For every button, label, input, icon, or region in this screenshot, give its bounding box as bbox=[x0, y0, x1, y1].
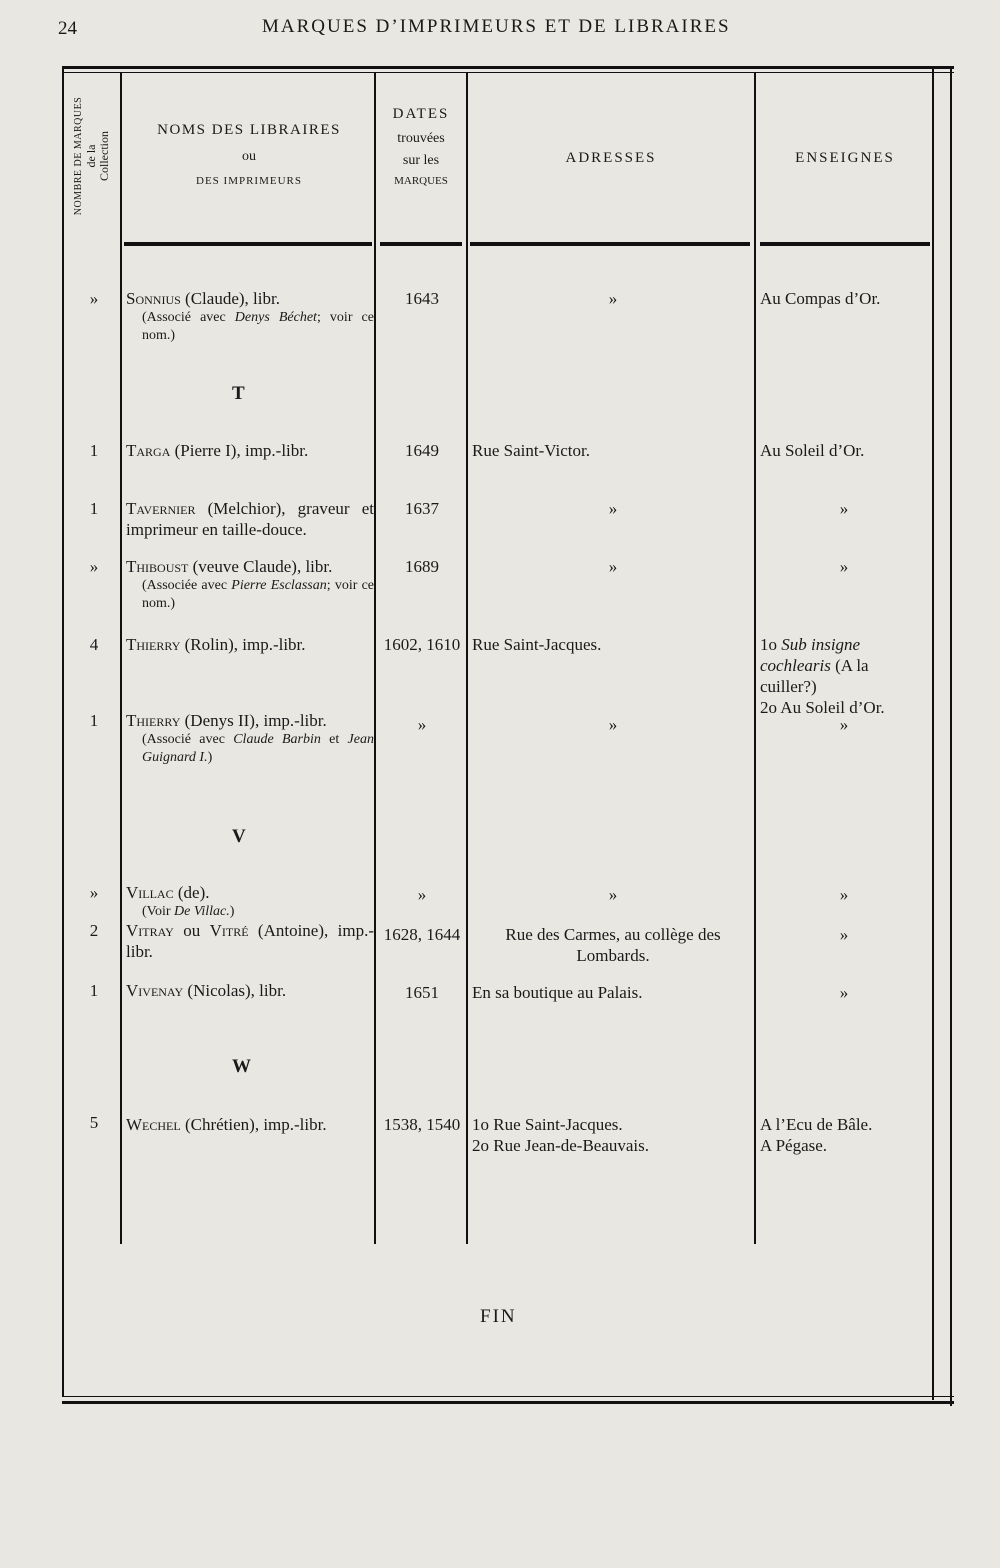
entry-sign: » bbox=[839, 925, 849, 944]
entry-dates: 1637 bbox=[405, 499, 439, 518]
entry-name-rest: (Nicolas), libr. bbox=[183, 981, 287, 1000]
entry-count: 2 bbox=[89, 921, 99, 940]
entry-address: » bbox=[608, 885, 618, 904]
section-letter-w: W bbox=[232, 1056, 251, 1077]
entry-dates: 1538, 1540 bbox=[383, 1115, 461, 1134]
entry-sign: » bbox=[839, 715, 849, 734]
frame-right-rule bbox=[932, 66, 934, 1400]
header-rule bbox=[380, 242, 462, 246]
note-text: ; voir ce nom.) bbox=[142, 310, 374, 343]
entry-name-rest: (veuve Claude), libr. bbox=[188, 557, 333, 576]
entry-surname: Sonnius bbox=[126, 289, 181, 308]
entry-name bbox=[126, 882, 374, 921]
section-letter-t: T bbox=[232, 383, 245, 404]
entry-surname: Tavernier bbox=[126, 499, 196, 518]
frame-top-rule bbox=[62, 66, 954, 69]
frame-right-rule-outer bbox=[950, 66, 952, 1406]
entry-name-rest: (Rolin), imp.-libr. bbox=[180, 635, 306, 654]
entry-count: » bbox=[89, 289, 99, 308]
entry-count: 1 bbox=[89, 441, 99, 460]
entry-surname: Thierry bbox=[126, 711, 181, 730]
entry-count: 5 bbox=[89, 1113, 99, 1132]
header-rule bbox=[470, 242, 750, 246]
entry-count: 1 bbox=[89, 499, 99, 518]
entry-name-rest: (Claude), libr. bbox=[180, 289, 280, 308]
entry-surname: Wechel bbox=[126, 1115, 181, 1134]
end-marker: FIN bbox=[480, 1306, 517, 1327]
sign-italic: Sub insigne cochlearis bbox=[760, 635, 861, 675]
entry-sign: » bbox=[839, 885, 849, 904]
entry-name-rest: (de). bbox=[173, 883, 210, 902]
entry-sign-line2: A Pégase. bbox=[760, 1136, 828, 1155]
header-count bbox=[72, 78, 111, 234]
note-text: et bbox=[320, 732, 348, 747]
entry-dates: 1628, 1644 bbox=[383, 925, 461, 944]
entry-address bbox=[472, 1114, 754, 1156]
header-addresses: ADRESSES bbox=[565, 150, 657, 166]
note-text: (Associé avec bbox=[142, 732, 234, 747]
entry-name-rest: (Chrétien), imp.-libr. bbox=[180, 1115, 327, 1134]
entry-surname-alt: Vitré bbox=[209, 921, 249, 940]
running-title: MARQUES D’IMPRIMEURS ET DE LIBRAIRES bbox=[262, 16, 731, 37]
entry-sign: Au Compas d’Or. bbox=[760, 289, 881, 308]
entry-count: » bbox=[89, 557, 99, 576]
note-text: ) bbox=[229, 904, 235, 919]
entry-address: » bbox=[608, 499, 618, 518]
note-italic: Denys Béchet bbox=[234, 310, 317, 325]
entry-address: » bbox=[608, 289, 618, 308]
note-italic: Jean Guignard I. bbox=[142, 732, 374, 765]
entry-sign: » bbox=[839, 499, 849, 518]
entry-name bbox=[126, 980, 374, 1001]
entry-surname: Targa bbox=[126, 441, 171, 460]
header-rule bbox=[124, 242, 372, 246]
sign-text: 1o bbox=[760, 635, 782, 654]
entry-address: » bbox=[608, 557, 618, 576]
note-text: ; voir ce nom.) bbox=[142, 578, 375, 611]
entry-name bbox=[126, 440, 374, 461]
entry-surname: Thiboust bbox=[126, 557, 189, 576]
entry-name-rest: (Antoine), imp.-libr. bbox=[126, 921, 375, 961]
header-names-line1: NOMS DES LIBRAIRES bbox=[157, 122, 341, 138]
entry-name bbox=[126, 556, 374, 613]
note-text: (Associée avec bbox=[142, 578, 232, 593]
header-dates-line3: sur les bbox=[402, 153, 440, 168]
header-dates-line4: MARQUES bbox=[394, 175, 448, 187]
entry-address-line1: 1o Rue Saint-Jacques. bbox=[472, 1115, 623, 1134]
header-count-line3: Collection bbox=[97, 131, 111, 181]
column-rule bbox=[754, 72, 756, 1244]
entry-surname: Vitray bbox=[126, 921, 174, 940]
entry-name bbox=[126, 634, 374, 655]
entry-name bbox=[126, 710, 374, 767]
header-names bbox=[126, 122, 372, 187]
entry-sign bbox=[760, 1114, 928, 1156]
entry-address: Rue Saint-Jacques. bbox=[472, 635, 602, 654]
entry-sign: » bbox=[839, 983, 849, 1002]
entry-sign-line1 bbox=[760, 634, 928, 697]
entry-name bbox=[126, 1114, 374, 1135]
entry-dates: 1643 bbox=[405, 289, 439, 308]
note-text: (Voir bbox=[142, 904, 175, 919]
note-text: ) bbox=[207, 750, 213, 765]
entry-name-rest: (Melchior), graveur et imprimeur en taille-douce. bbox=[126, 499, 374, 539]
entry-name-rest: (Pierre I), imp.-libr. bbox=[170, 441, 309, 460]
entry-sign-line1: A l’Ecu de Bâle. bbox=[760, 1115, 873, 1134]
sign-text: (A la cuiller?) bbox=[760, 656, 869, 696]
entry-name bbox=[126, 498, 374, 540]
entry-note bbox=[142, 577, 374, 613]
entry-note bbox=[142, 309, 374, 345]
entry-count: 1 bbox=[89, 981, 99, 1000]
note-italic: Claude Barbin bbox=[233, 732, 321, 747]
column-rule bbox=[374, 72, 376, 1244]
column-rule bbox=[466, 72, 468, 1244]
entry-sign-line2: 2o Au Soleil d’Or. bbox=[760, 698, 885, 717]
frame-bottom-rule-thin bbox=[62, 1396, 954, 1397]
entry-name-rest: (Denys II), imp.-libr. bbox=[180, 711, 327, 730]
header-signs: ENSEIGNES bbox=[795, 150, 895, 166]
header-dates-line2: trouvées bbox=[397, 131, 445, 146]
header-count-line2: de la bbox=[84, 144, 98, 168]
header-names-line3: DES IMPRIMEURS bbox=[196, 175, 302, 187]
column-rule bbox=[120, 72, 122, 1244]
header-rule bbox=[760, 242, 930, 246]
entry-address: » bbox=[608, 715, 618, 734]
entry-dates: 1602, 1610 bbox=[383, 635, 461, 654]
entry-dates: » bbox=[417, 885, 427, 904]
entry-dates: 1689 bbox=[405, 557, 439, 576]
entry-surname: Thierry bbox=[126, 635, 181, 654]
section-letter-v: V bbox=[232, 826, 246, 847]
frame-left-rule bbox=[62, 66, 64, 1396]
entry-surname: Villac bbox=[126, 883, 174, 902]
note-text: (Associé avec bbox=[142, 310, 235, 325]
entry-dates: 1651 bbox=[405, 983, 439, 1002]
frame-top-rule-thin bbox=[62, 72, 954, 73]
entry-address: En sa boutique au Palais. bbox=[472, 983, 643, 1002]
header-dates bbox=[378, 106, 464, 187]
note-italic: De Villac. bbox=[174, 904, 230, 919]
entry-surname: Vivenay bbox=[126, 981, 184, 1000]
entry-dates: 1649 bbox=[405, 441, 439, 460]
entry-address: Rue des Carmes, au collège des Lombards. bbox=[505, 925, 721, 965]
header-names-line2: ou bbox=[242, 149, 256, 164]
page-number: 24 bbox=[58, 18, 77, 39]
entry-sign bbox=[760, 634, 928, 718]
entry-name bbox=[126, 920, 374, 962]
entry-count: 4 bbox=[89, 635, 99, 654]
header-count-line1: NOMBRE DE MARQUES bbox=[73, 96, 84, 216]
entry-note bbox=[142, 731, 374, 767]
entry-sign: Au Soleil d’Or. bbox=[760, 441, 865, 460]
entry-count: » bbox=[89, 883, 99, 902]
frame-bottom-rule bbox=[62, 1401, 954, 1404]
entry-address-line2: 2o Rue Jean-de-Beauvais. bbox=[472, 1136, 650, 1155]
entry-dates: » bbox=[417, 715, 427, 734]
entry-name-rest: ou bbox=[173, 921, 210, 940]
entry-name bbox=[126, 288, 374, 345]
entry-count: 1 bbox=[89, 711, 99, 730]
header-dates-line1: DATES bbox=[392, 106, 450, 122]
entry-address: Rue Saint-Victor. bbox=[472, 441, 590, 460]
entry-note bbox=[142, 903, 374, 921]
note-italic: Pierre Esclassan bbox=[231, 578, 327, 593]
entry-sign: » bbox=[839, 557, 849, 576]
